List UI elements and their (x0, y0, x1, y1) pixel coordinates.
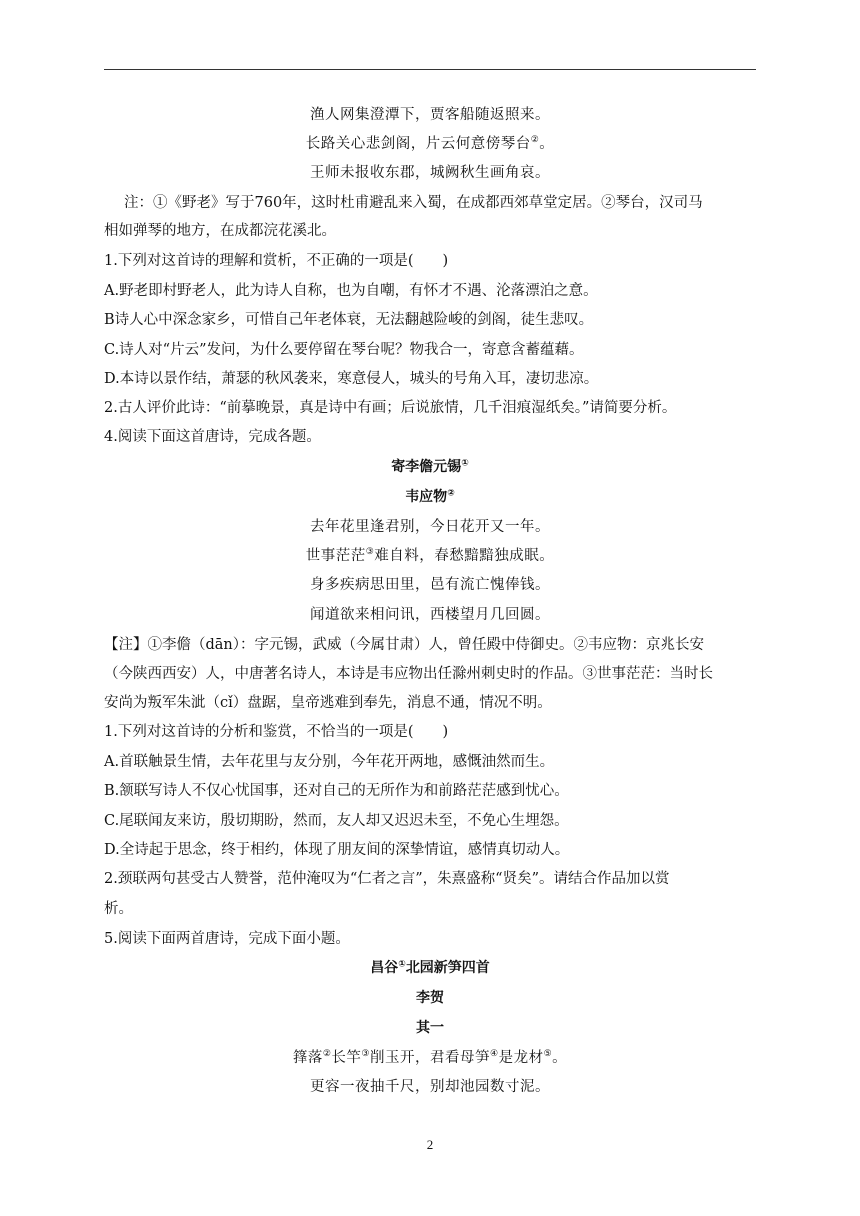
option-a: A.首联触景生情，去年花里与友分别，今年花开两地，感慨油然而生。 (104, 754, 555, 770)
poem-line: 更容一夜抽千尺，别却池园数寸泥。 (310, 1079, 550, 1095)
section-intro: 4.阅读下面这首唐诗，完成各题。 (104, 429, 321, 445)
option-b: B.颔联写诗人不仅心忧国事，还对自己的无所作为和前路茫茫感到忧心。 (104, 783, 569, 799)
page-number: 2 (426, 1137, 434, 1152)
option-d: D.全诗起于思念，终于相约，体现了朋友间的深挚情谊，感情真切动人。 (104, 842, 570, 858)
note-text: （今陕西西安）人，中唐著名诗人，本诗是韦应物出任滁州刺史时的作品。③世事茫茫：当时长 (104, 666, 713, 682)
poem-line: 长路关心悲剑阁，片云何意傍琴台②。 (305, 135, 555, 152)
poem-title: 寄李儋元锡① (391, 458, 469, 475)
note-text: 【注】①李儋（dān）：字元锡，武威（今属甘肃）人，曾任殿中侍御史。②韦应物：京兆长安 (104, 637, 705, 653)
question: 析。 (104, 901, 133, 917)
option-a: A.野老即村野老人，此为诗人自称，也为自嘲，有怀才不遇、沦落漂泊之意。 (104, 283, 598, 299)
poem-line: 渔人网集澄潭下，贾客船随返照来。 (310, 107, 550, 123)
poem-line: 箨落②长竿③削玉开，君看母笋④是龙材⑤。 (292, 1049, 568, 1066)
question: 2.颈联两句甚受古人赞誉，范仲淹叹为“仁者之言”，朱熹盛称“贤矣”。请结合作品加以赏 (104, 871, 670, 887)
section-intro: 5.阅读下面两首唐诗，完成下面小题。 (104, 931, 350, 947)
poem-line: 世事茫茫③难自料，春愁黯黯独成眠。 (305, 547, 555, 564)
poem-author: 李贺 (416, 990, 444, 1006)
poem-line: 去年花里逢君别，今日花开又一年。 (310, 519, 550, 535)
note-text: 相如弹琴的地方，在成都浣花溪北。 (104, 223, 336, 239)
note-text: 注：①《野老》写于760年，这时杜甫避乱来入蜀，在成都西郊草堂定居。②琴台，汉司马 (124, 195, 703, 211)
note-text: 安尚为叛军朱泚（cǐ）盘踞，皇帝逃难到奉先，消息不通，情况不明。 (104, 695, 552, 711)
option-b: B诗人心中深念家乡，可惜自己年老体衰，无法翻越险峻的剑阁，徒生悲叹。 (104, 312, 594, 328)
question: 2.古人评价此诗：“前摹晚景，真是诗中有画；后说旅情，几千泪痕湿纸矣。”请简要分析。 (104, 400, 677, 416)
header-rule (104, 69, 756, 70)
poem-author: 韦应物② (405, 488, 455, 505)
poem-line: 身多疾病思田里，邑有流亡愧俸钱。 (310, 577, 550, 593)
poem-line: 闻道欲来相问讯，西楼望月几回圆。 (310, 607, 550, 623)
question: 1.下列对这首诗的理解和赏析，不正确的一项是( ) (104, 253, 449, 269)
poem-title: 昌谷①北园新笋四首 (370, 959, 490, 976)
option-d: D.本诗以景作结，萧瑟的秋风袭来，寒意侵人，城头的号角入耳，凄切悲凉。 (104, 371, 599, 387)
option-c: C.尾联闻友来访，殷切期盼，然而，友人却又迟迟未至，不免心生埋怨。 (104, 813, 569, 829)
option-c: C.诗人对“片云”发问，为什么要停留在琴台呢？物我合一，寄意含蓄蕴藉。 (104, 342, 584, 358)
question: 1.下列对这首诗的分析和鉴赏，不恰当的一项是( ) (104, 724, 449, 740)
poem-line: 王师未报收东郡，城阙秋生画角哀。 (310, 165, 550, 181)
poem-subtitle: 其一 (416, 1020, 444, 1036)
